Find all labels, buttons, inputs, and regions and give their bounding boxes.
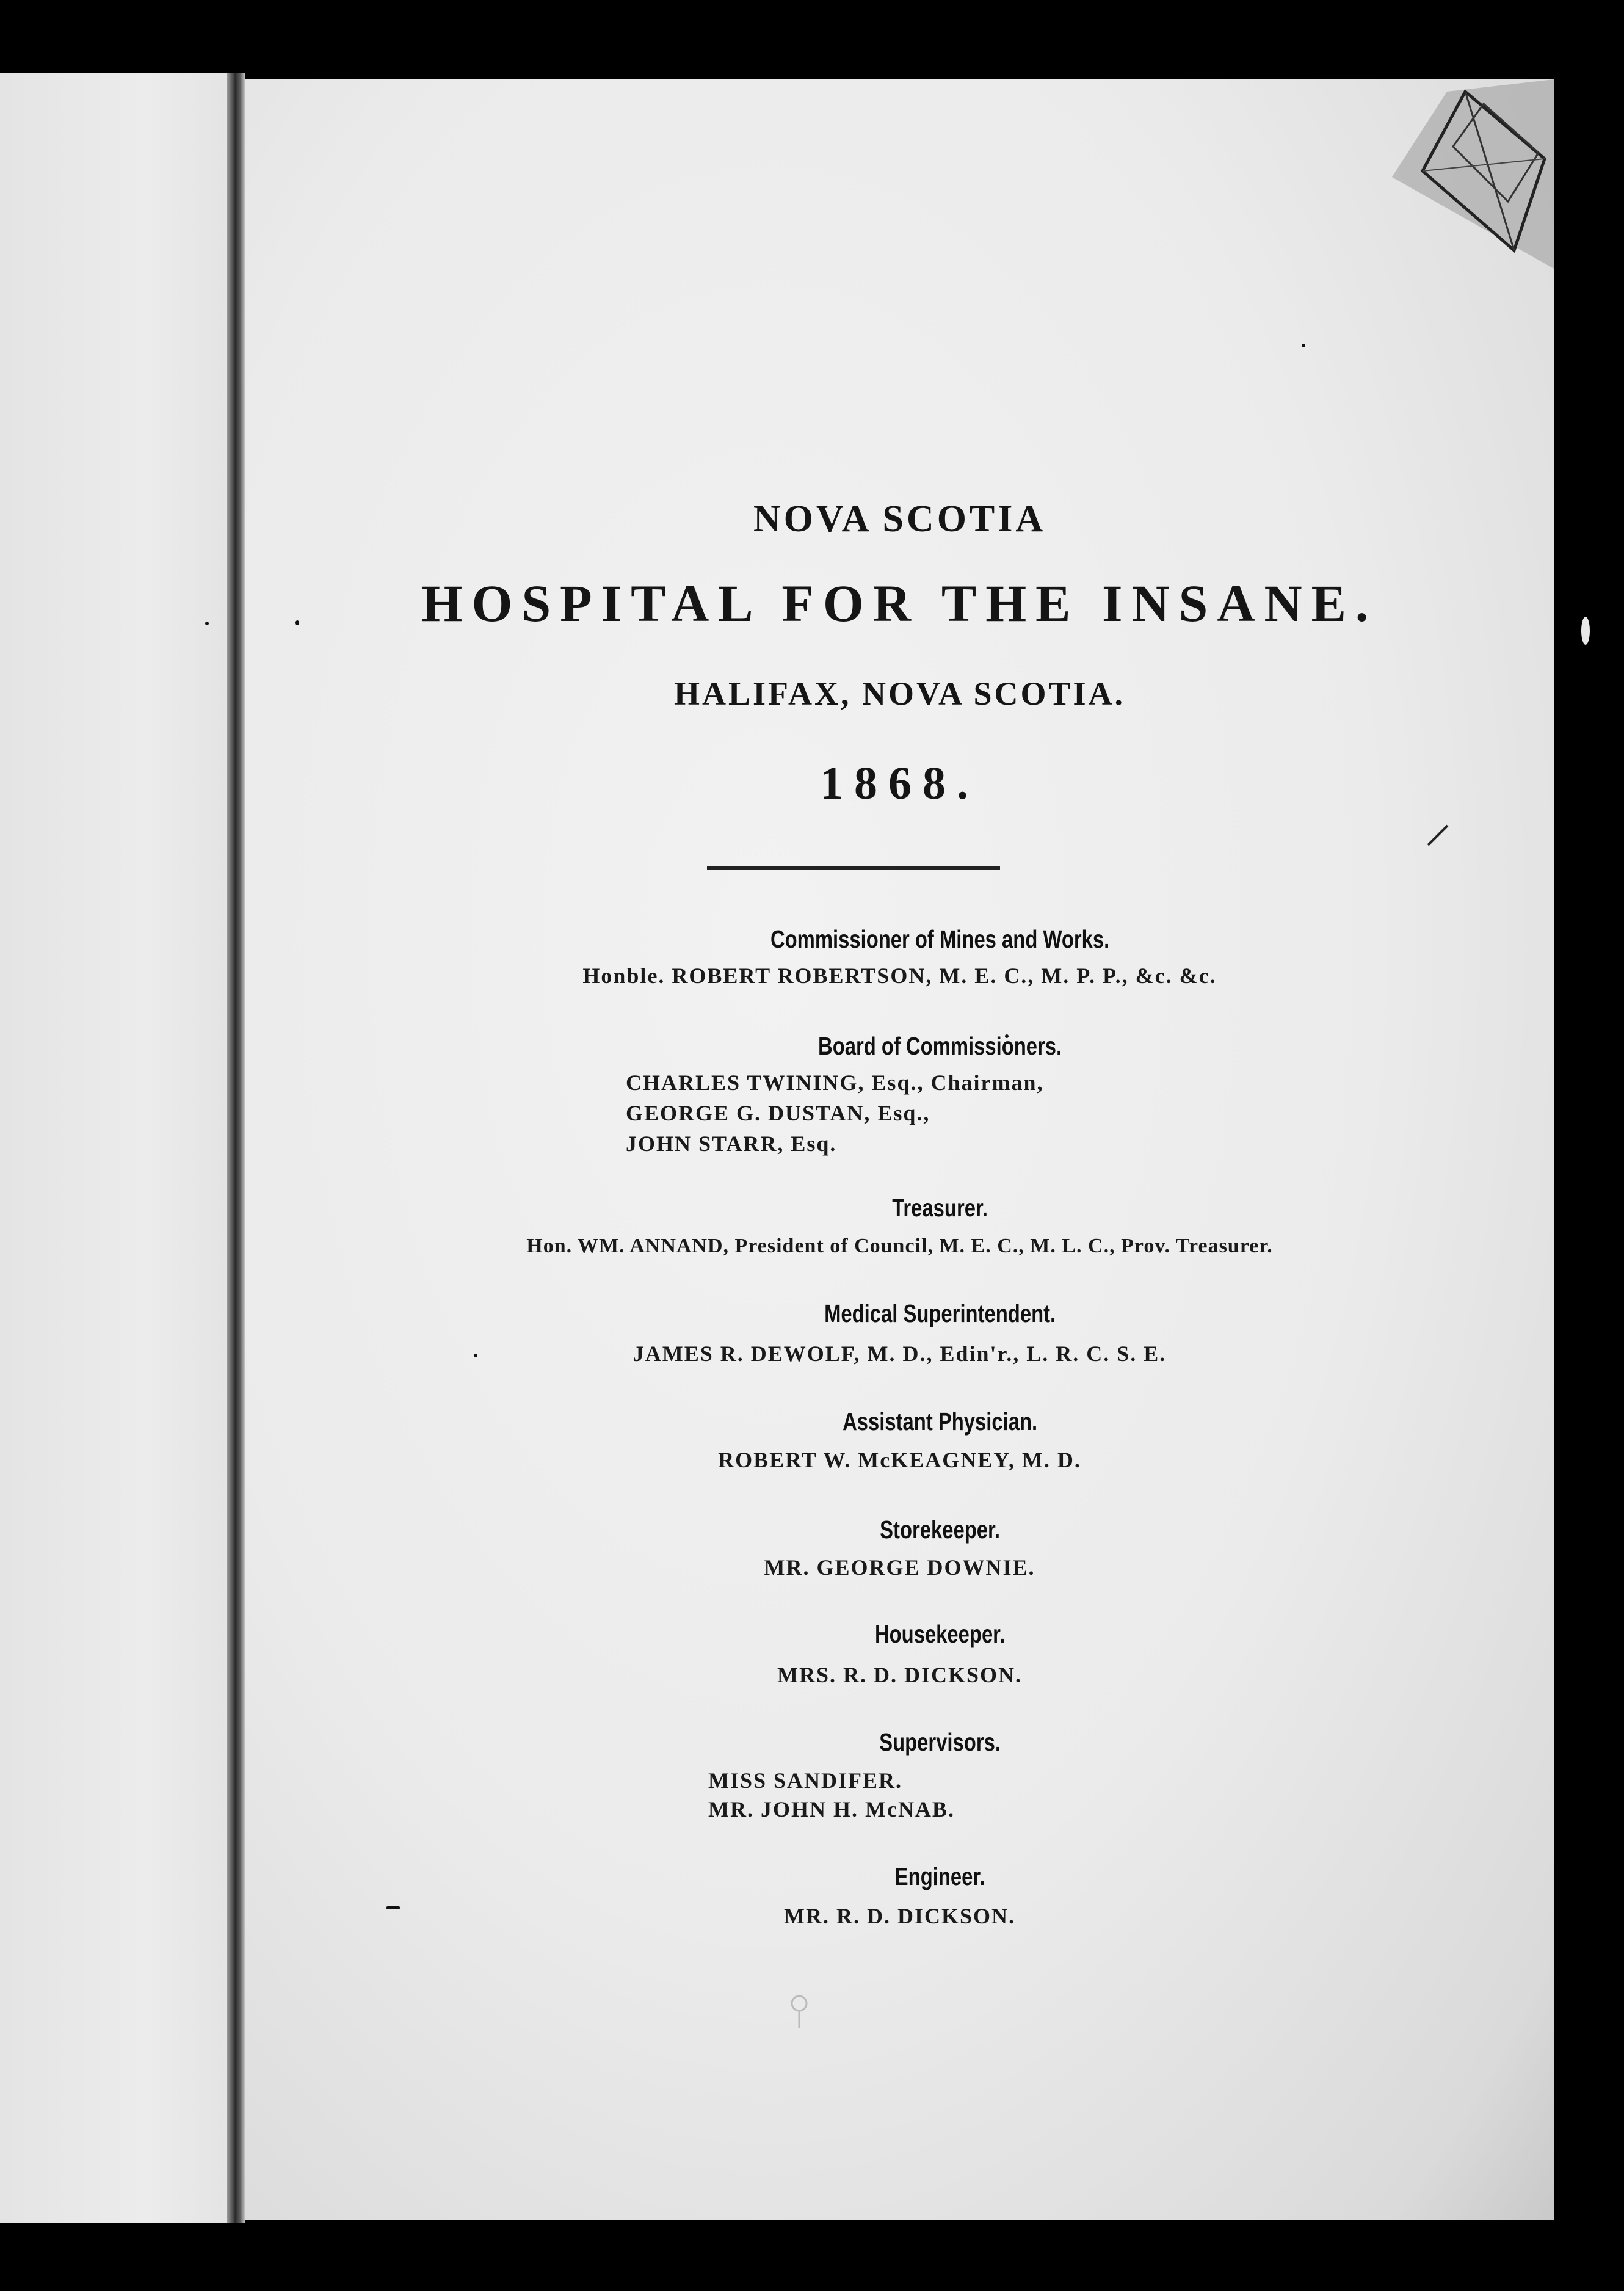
title-year: 1868. (820, 758, 979, 809)
storekeeper-name: MR. GEORGE DOWNIE. (764, 1555, 1035, 1580)
left-facing-leaf (0, 73, 244, 2223)
engineer-name: MR. R. D. DICKSON. (783, 1904, 1015, 1928)
faint-pencil-mark (789, 1994, 810, 2030)
ink-speck (1581, 617, 1590, 645)
housekeeper-name: MRS. R. D. DICKSON. (777, 1663, 1023, 1687)
treasurer-name: Hon. WM. ANNAND, President of Council, M. E. C., M. L. C., Prov. Treasurer. (526, 1235, 1273, 1257)
heading-board: Board of Commissioners. (818, 1032, 1062, 1060)
heading-treasurer: Treasurer. (892, 1194, 988, 1222)
pencil-mark (1426, 823, 1450, 848)
assistant-physician-name: ROBERT W. McKEAGNEY, M. D. (718, 1448, 1081, 1472)
board-member-3: JOHN STARR, Esq. (626, 1131, 837, 1156)
commissioner-name: Honble. ROBERT ROBERTSON, M. E. C., M. P. P., &c. &c. (582, 964, 1217, 988)
board-member-1: CHARLES TWINING, Esq., Chairman, (626, 1070, 1044, 1095)
title-page (245, 79, 1554, 2220)
folded-corner-image (1386, 79, 1554, 269)
title-divider-rule (707, 866, 1000, 870)
scan-top-border (0, 0, 1624, 73)
heading-commissioner: Commissioner of Mines and Works. (770, 925, 1110, 953)
title-line-hospital: HOSPITAL FOR THE INSANE. (421, 574, 1378, 633)
heading-medical-superintendent: Medical Superintendent. (824, 1299, 1056, 1327)
ink-speck (1302, 344, 1305, 347)
supervisor-2: MR. JOHN H. McNAB. (708, 1797, 955, 1821)
board-member-2: GEORGE G. DUSTAN, Esq., (626, 1101, 930, 1125)
heading-engineer: Engineer. (894, 1862, 985, 1890)
supervisor-1: MISS SANDIFER. (708, 1768, 903, 1793)
heading-housekeeper: Housekeeper. (874, 1620, 1006, 1648)
scan-bottom-border (0, 2223, 1624, 2291)
title-line-halifax: HALIFAX, NOVA SCOTIA. (673, 675, 1126, 712)
heading-supervisors: Supervisors. (879, 1728, 1001, 1756)
scan-right-border (1554, 0, 1624, 2291)
title-line-nova-scotia: NOVA SCOTIA (753, 498, 1046, 540)
book-spine (227, 73, 245, 2223)
heading-storekeeper: Storekeeper. (880, 1516, 1001, 1544)
ink-speck (205, 622, 209, 625)
medical-superintendent-name: JAMES R. DEWOLF, M. D., Edin'r., L. R. C. S. E. (633, 1342, 1167, 1366)
heading-assistant-physician: Assistant Physician. (843, 1407, 1038, 1436)
